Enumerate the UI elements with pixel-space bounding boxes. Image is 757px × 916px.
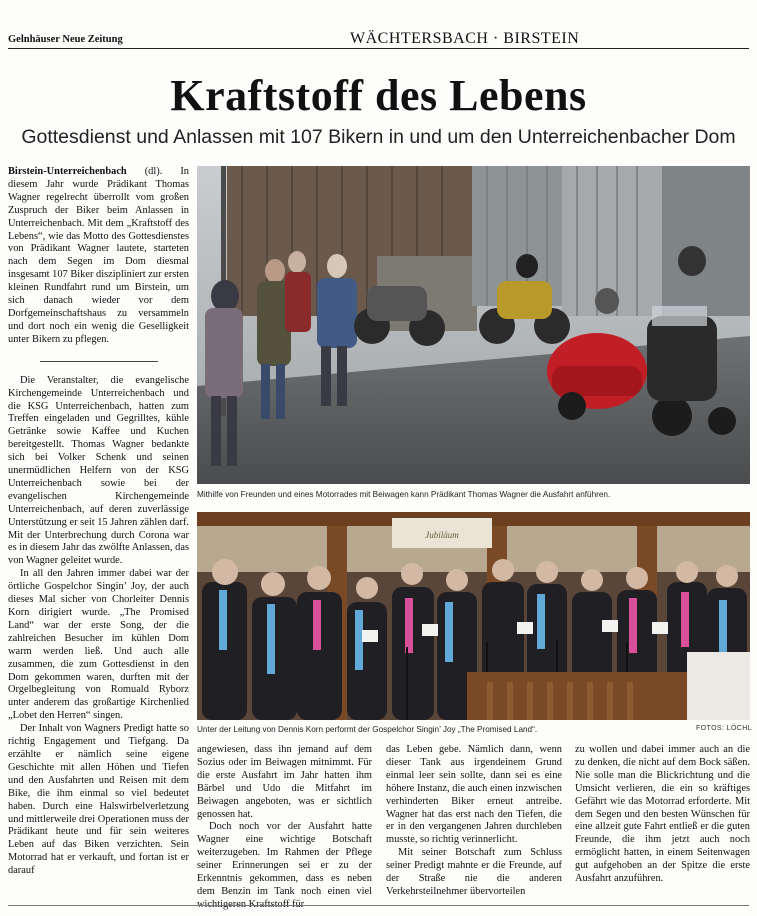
paragraph-6: Doch noch vor der Ausfahrt hatte Wagner eine wichtige Botschaft weiterzugeben. Im Rahmen der Pflege seiner Erinnerungen sei er zu der Erkenntnis gekommen, dass es neben dem Benzin im Tank noch einen viel (197, 821, 372, 897)
photo-motorcycle-illustration (197, 166, 750, 484)
article-column-3 (386, 744, 562, 899)
subheadline: Gottesdienst und Anlassen mit 107 Bikern in und um den Unterreichenbacher Dom (21, 126, 736, 148)
photo-credit: FOTOS: LÖCHL (696, 725, 753, 732)
section-title: WÄCHTERSBACH · BIRSTEIN (350, 30, 580, 47)
article-column-4 (575, 744, 750, 886)
masthead (8, 28, 749, 49)
banner-text: Jubiläum (425, 530, 459, 540)
bottom-rule (8, 905, 749, 906)
article-column-1 (8, 166, 189, 878)
photo-motorcycle-sidecar (197, 166, 750, 484)
photo-caption-1: Mithilfe von Freunden und eines Motorrades mit Beiwagen kann Prädikant Thomas Wagner die Ausfahrt anführen. (197, 490, 611, 499)
paragraph-1 (8, 166, 189, 347)
author-tag: (dl). (144, 166, 163, 177)
newspaper-name: Gelnhäuser Neue Zeitung (8, 34, 123, 45)
paragraph-9: zu wollen und dabei immer auch an die zu denken, die nicht auf dem Bock säßen. Nie solle man die Blickrichtung und die Umsicht verlieren, die ein so kräftiges Gefährt wie das Motorrad erforderte. Mit dem Segen und den besten Wünschen für eine allzeit gute Fahrt entließ er die guten Freunde, die ihm jetzt auch noch ermöglicht hatten, in einem Seitenwagen gut aufgehoben an der Spitze die erste Ausfahrt anzuführen. (575, 744, 750, 885)
paragraph-2: Die Veranstalter, die evangelische Kirchengemeinde Unterreichenbach und die KSG Unterreichenbach, hatten zum Treffen eingeladen und Gegrilltes, kühle Getränke sowie Kaffee und Kuchen bereitgestellt. Thomas Wagner bedankte sich bei Volker Schenk und seinen unermüdlichen Helfern von der KSG Unterreichenbach sowie bei der evangelischen Kirchengemeinde Unterreichenbach, auf deren zuverlässige Unterstützung er seit 15 Jahren zählen darf. Mit der Unterbrechung durch Corona war es in diesem Jahr das zwölfte Anlassen, das von Wagner geleitet wurde. (8, 374, 189, 567)
paragraph-7: das Leben gebe. Nämlich dann, wenn dieser Tank aus irgendeinem Grund einmal leer sein sollte, dann sei es eine höhere Instanz, die auch einen inzwischen verhinderten Biker erneut antreibe. Wagner hat das erst nach den Tiefen, die er in den vergangenen Jahren durchleben musste, so richtig verinnerlicht. (386, 744, 562, 846)
paragraph-4: Der Inhalt von Wagners Predigt hatte so richtig Engagement und Tiefgang. Da erzählte er nämlich seine eigene Geschichte mit allen Höhen und Tiefen und den Ausfahrten und Reisen mit dem Bike, die ihm einmal so viel bedeutet haben. Durch eine Halswirbelverletzung und mittlerweile drei Operationen muss der Prädikant heute und für sein weiteres Leben auf das Biken verzichten. Sein Motorrad hat er verkauft, und fortan ist er darauf (8, 723, 189, 877)
paragraph-5: angewiesen, dass ihn jemand auf dem Sozius oder im Beiwagen mitnimmt. Für die erste Ausfahrt im Jahr hatten ihm Bärbel und Udo die Mitfahrt im Beiwagen angeboten, was er sichtlich genossen hat. (197, 744, 372, 820)
section-divider (40, 361, 158, 362)
paragraph-1-text: In diesem Jahr wurde Prädikant Thomas Wagner regelrecht überrollt vom großen Zuspruch der Biker beim Anlassen in Unterreichenbach. Mit dem „Kraftstoff des Lebens“, wie das Motto des Gottesdienstes von Prädikant Wagner lautete, starteten nach dem Segen im Dom diesmal insgesamt 107 Biker diszipliniert zur ersten kleinen Rundfahrt rund um Birstein, um sich danach wieder vor dem Dorfgemeinschaftshaus zu versammeln und dort noch ein wenig die Geselligkeit unter Bikern zu pflegen. (8, 166, 189, 345)
paragraph-8: Mit seiner Botschaft zum Schluss seiner Predigt mahnte er die Freunde, auf der Straße nie die anderen Verkehrsteilnehmer übervorteilen (386, 847, 562, 897)
headline: Kraftstoff des Lebens (170, 71, 587, 120)
article-column-2 (197, 744, 372, 912)
photo-choir-illustration (197, 512, 750, 720)
photo-caption-2: Unter der Leitung von Dennis Korn performt der Gospelchor Singin’ Joy „The Promised Land“. (197, 725, 538, 734)
dateline: Birstein-Unterreichenbach (8, 166, 127, 177)
photo-gospel-choir (197, 512, 750, 720)
paragraph-3: In all den Jahren immer dabei war der örtliche Gospelchor Singin’ Joy, der auch dieses Mal sicher von Chorleiter Dennis Korn dirigiert wurde. „The Promised Land“ war der erste Song, der die zahlreichen Besucher im kühlen Dom warm werden ließ. Und auch alle zusammen, die zum Gottesdienst in den Dom gekommen waren, durften mit der Orgelbegleitung von Romuald Ryborz unter anderem das großartige Kirchenlied „Lobet den Herren“ singen. (8, 568, 189, 722)
